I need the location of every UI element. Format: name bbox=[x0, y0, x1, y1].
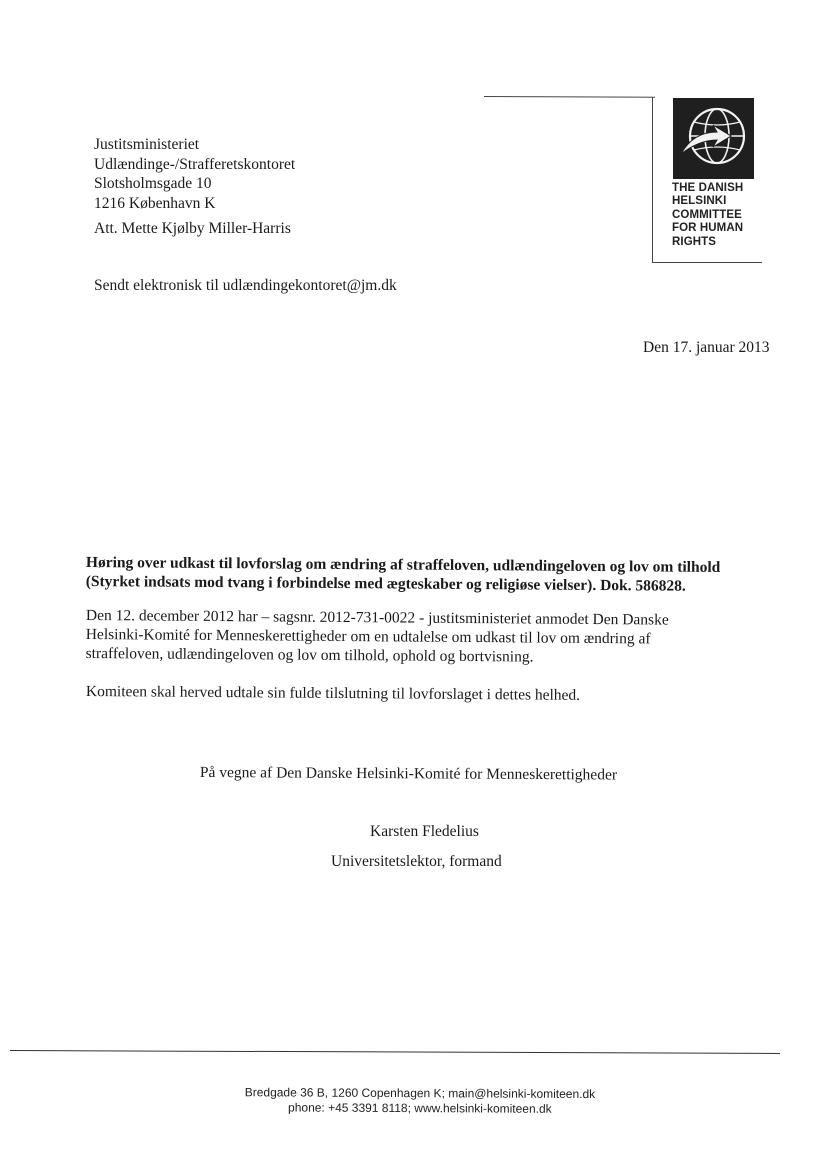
letter-date: Den 17. januar 2013 bbox=[643, 339, 770, 356]
sent-electronically-note: Sendt elektronisk til udlændingekontoret@jm.dk bbox=[94, 277, 397, 294]
body-line: straffeloven, udlændingeloven og lov om tilhold, ophold og bortvisning. bbox=[85, 644, 534, 666]
body-paragraph-1 bbox=[86, 606, 669, 668]
letterhead-frame-left-line bbox=[652, 97, 653, 263]
letterhead-frame-bottom-line bbox=[652, 262, 762, 263]
organization-name-line: COMMITTEE bbox=[672, 208, 742, 221]
signer-title: Universitetslektor, formand bbox=[331, 853, 502, 870]
body-line: Helsinki-Komité for Menneskerettigheder om en udtalelse om udkast til lov om ændring af bbox=[85, 625, 651, 648]
recipient-address-line: 1216 København K bbox=[94, 194, 216, 212]
recipient-address bbox=[94, 135, 295, 213]
organization-name-line: RIGHTS bbox=[672, 235, 717, 248]
organization-name-line: HELSINKI bbox=[672, 195, 727, 208]
footer-address-line: Bredgade 36 B, 1260 Copenhagen K; main@helsinki-komiteen.dk bbox=[244, 1085, 596, 1102]
organization-name bbox=[672, 182, 772, 249]
globe-arrow-logo-icon bbox=[673, 98, 754, 179]
recipient-address-line: Justitsministeriet bbox=[94, 136, 200, 153]
organization-name-line: FOR HUMAN bbox=[672, 222, 744, 235]
letterhead-frame-top-line bbox=[484, 96, 655, 98]
organization-name-line: THE DANISH bbox=[672, 182, 744, 194]
signer-name: Karsten Fledelius bbox=[370, 823, 479, 840]
subject-line: Høring over udkast til lovforslag om ændring af straffeloven, udlændingeloven og lov om tilhold bbox=[85, 553, 721, 576]
attention-line: Att. Mette Kjølby Miller-Harris bbox=[94, 220, 291, 237]
footer-divider bbox=[10, 1050, 780, 1054]
subject-heading bbox=[86, 553, 786, 596]
footer-contact bbox=[200, 1085, 640, 1117]
recipient-address-line: Slotsholmsgade 10 bbox=[94, 175, 212, 192]
on-behalf-line: På vegne af Den Danske Helsinki-Komité for Menneskerettigheder bbox=[199, 764, 618, 784]
footer-phone-line: phone: +45 3391 8118; www.helsinki-komiteen.dk bbox=[288, 1100, 552, 1116]
subject-line: (Styrket indsats mod tvang i forbindelse med ægteskaber og religiøse vielser). Dok. 586828. bbox=[85, 572, 686, 595]
body-line: Den 12. december 2012 har – sagsnr. 2012-731-0022 - justitsministeriet anmodet Den Danske bbox=[85, 606, 669, 629]
body-paragraph-2: Komiteen skal herved udtale sin fulde tilslutning til lovforslaget i dettes helhed. bbox=[85, 683, 581, 704]
recipient-address-line: Udlændinge-/Strafferetskontoret bbox=[94, 155, 296, 173]
